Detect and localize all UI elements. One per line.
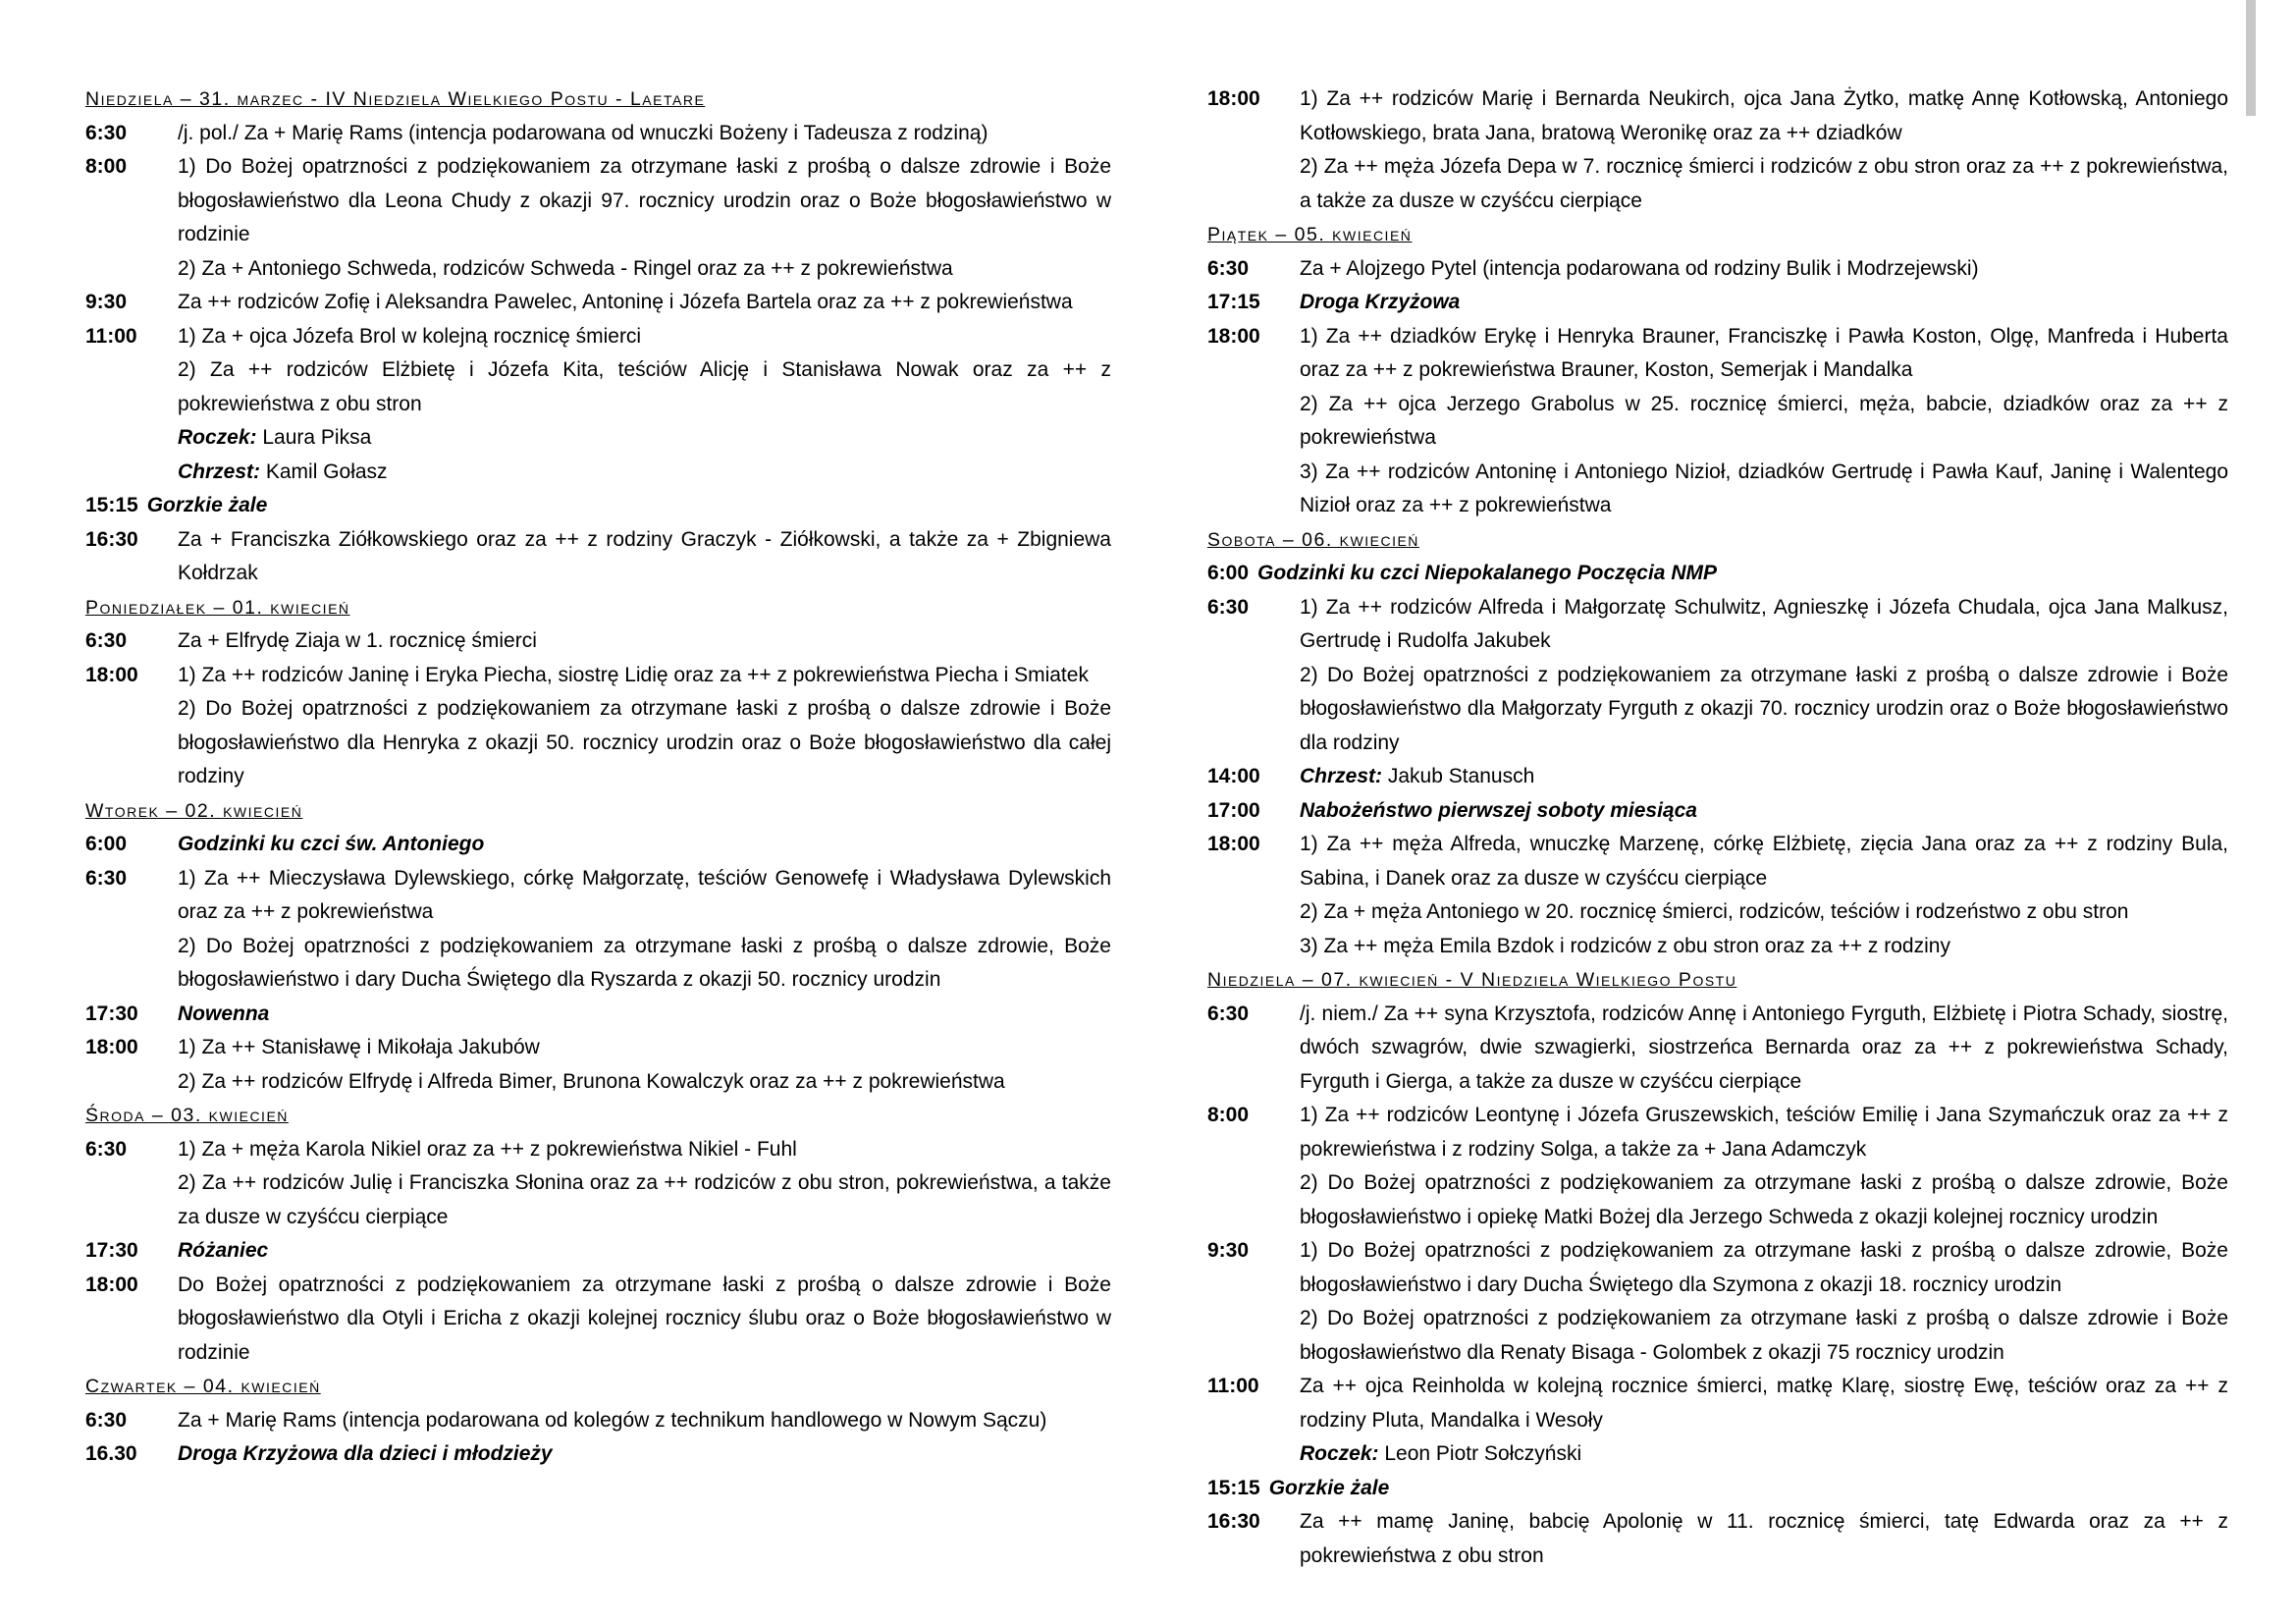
- intention-list: [1300, 591, 2228, 761]
- intention-list: [178, 624, 1111, 659]
- intention-text: Leon Piotr Sołczyński: [1378, 1442, 1582, 1465]
- intention-list: [1300, 828, 2228, 963]
- intention-text: 1) Za ++ Mieczysława Dylewskiego, córkę Małgorzatę, teściów Genowefę i Władysława Dylewskich oraz za ++ z pokrewieństwa: [178, 866, 1111, 923]
- intention-text: 2) Za ++ rodziców Julię i Franciszka Słonina oraz za ++ rodziców z obu stron, pokrewieństwa, a także za dusze w czyśćcu cierpiące: [178, 1171, 1111, 1228]
- intention-list: [178, 150, 1111, 286]
- mass-entry: [1207, 1234, 2228, 1370]
- intention-text: Za + Elfrydę Ziaja w 1. rocznicę śmierci: [178, 629, 537, 652]
- scrollbar-thumb[interactable]: [2246, 0, 2256, 116]
- intention-list: [178, 1437, 1111, 1472]
- intention-list: [1269, 1472, 2228, 1506]
- intention-text: 1) Za ++ rodziców Leontynę i Józefa Gruszewskich, teściów Emilię i Jana Szymańczuk oraz za ++ z pokrewieństwa i z rodziny Solga, a także za + Jana Adamczyk: [1300, 1104, 2228, 1161]
- intention-line: [178, 1031, 1111, 1065]
- intention-list: [178, 1133, 1111, 1235]
- mass-entry: [85, 1133, 1111, 1235]
- mass-time: 18:00: [1207, 87, 1260, 110]
- intention-line: [1300, 1370, 2228, 1437]
- intention-list: [1300, 252, 2228, 287]
- mass-entry: [85, 489, 1111, 523]
- mass-entry: [1207, 794, 2228, 829]
- intention-text: Za ++ ojca Reinholda w kolejną rocznice śmierci, matkę Klarę, siostrę Ewę, teściów oraz za ++ z rodziny Pluta, Mandalka i Wesoły: [1300, 1375, 2228, 1432]
- intention-text: 3) Za ++ rodziców Antoninę i Antoniego Nizioł, dziadków Gertrudę i Pawła Kauf, Janinę i Walentego Nizioł oraz za ++ z pokrewieństwa: [1300, 460, 2228, 516]
- intention-line: [178, 1133, 1111, 1167]
- intention-list: [1300, 320, 2228, 523]
- intention-text: 2) Za + męża Antoniego w 20. rocznicę śmierci, rodziców, teściów i rodzeństwo z obu stron: [1300, 900, 2129, 923]
- mass-time: 6:30: [85, 866, 128, 890]
- intention-text: 2) Za + Antoniego Schweda, rodziców Schweda - Ringel oraz za ++ z pokrewieństwa: [178, 256, 953, 280]
- intention-list: [178, 286, 1111, 320]
- intention-line: [178, 150, 1111, 252]
- mass-entry: [1207, 82, 2228, 218]
- intention-list: [1300, 1099, 2228, 1234]
- mass-entry: [1207, 1370, 2228, 1472]
- intention-line: [178, 1234, 1111, 1269]
- mass-entry: [85, 286, 1111, 320]
- mass-entry: [85, 1437, 1111, 1472]
- intention-text: 1) Za + ojca Józefa Brol w kolejną rocznicę śmierci: [178, 324, 642, 348]
- mass-entry: [85, 150, 1111, 286]
- service-label: Roczek:: [1300, 1442, 1379, 1465]
- intention-list: [178, 998, 1111, 1032]
- intention-text: Za ++ mamę Janinę, babcię Apolonię w 11. rocznicę śmierci, tatę Edwarda oraz za ++ z pokrewieństwa z obu stron: [1300, 1510, 2228, 1567]
- intention-text: 1) Za ++ rodziców Marię i Bernarda Neukirch, ojca Jana Żytko, matkę Annę Kotłowską, Antoniego Kotłowskiego, brata Jana, bratową Weronikę oraz za ++ dziadków: [1300, 87, 2228, 144]
- intention-text: Za + Franciszka Ziółkowskiego oraz za ++ z rodziny Graczyk - Ziółkowski, a także za + Zbigniewa Kołdrzak: [178, 527, 1111, 584]
- intention-line: [1300, 1166, 2228, 1234]
- mass-time: 17:15: [1207, 291, 1260, 313]
- intention-list: [1300, 1370, 2228, 1472]
- intention-line: [147, 489, 1111, 523]
- intention-line: [1300, 895, 2228, 930]
- intention-line: [1300, 1099, 2228, 1166]
- intention-line: [1300, 998, 2228, 1100]
- day-header: Wtorek – 02. kwiecień: [85, 799, 303, 822]
- intention-list: [1300, 1234, 2228, 1370]
- intention-text: 1) Za + męża Karola Nikiel oraz za ++ z pokrewieństwa Nikiel - Fuhl: [178, 1137, 797, 1161]
- intention-text: 2) Za ++ rodziców Elżbietę i Józefa Kita, teściów Alicję i Stanisława Nowak oraz za ++ z pokrewieństwa z obu stron: [178, 358, 1111, 415]
- intention-list: [178, 1269, 1111, 1371]
- intention-list: [1257, 557, 2228, 591]
- intention-line: [178, 1065, 1111, 1100]
- mass-entry: [1207, 320, 2228, 523]
- intention-list: [1300, 998, 2228, 1100]
- mass-time: 17:30: [85, 1001, 138, 1025]
- mass-time: 18:00: [1207, 324, 1260, 348]
- intention-text: 2) Do Bożej opatrzności z podziękowaniem za otrzymane łaski z prośbą o dalsze zdrowie, Boże błogosławieństwo i opiekę Matki Bożej dla Jerzego Schweda z okazji kolejnej rocznicy urodzin: [1300, 1171, 2228, 1228]
- intention-text: Za ++ rodziców Zofię i Aleksandra Pawelec, Antoninę i Józefa Bartela oraz za ++ z pokrewieństwa: [178, 291, 1073, 313]
- mass-entry: [1207, 1099, 2228, 1234]
- intention-text: 2) Do Bożej opatrzności z podziękowaniem za otrzymane łaski z prośbą o dalsze zdrowie, Boże błogosławieństwo i dary Ducha Świętego dla Ryszarda z okazji 50. rocznicy urodzin: [178, 934, 1111, 991]
- mass-time: 6:30: [1207, 595, 1250, 619]
- day-header: Niedziela – 31. marzec - IV Niedziela Wielkiego Postu - Laetare: [85, 88, 706, 110]
- service-label: Droga Krzyżowa: [1300, 291, 1461, 313]
- intention-line: [178, 624, 1111, 659]
- intention-line: [1300, 828, 2228, 895]
- intention-line: [178, 862, 1111, 930]
- mass-entry: [85, 1031, 1111, 1099]
- mass-time: 18:00: [1207, 833, 1260, 855]
- mass-entry: [85, 828, 1111, 862]
- intention-line: [178, 998, 1111, 1032]
- intention-text: 3) Za ++ męża Emila Bzdok i rodziców z obu stron oraz za ++ z rodziny: [1300, 934, 1950, 957]
- mass-time: 9:30: [85, 291, 128, 313]
- intention-text: Jakub Stanusch: [1382, 765, 1535, 787]
- mass-time: 14:00: [1207, 765, 1260, 787]
- mass-entry: [85, 117, 1111, 151]
- intention-list: [1300, 82, 2228, 218]
- intention-line: [1300, 1302, 2228, 1370]
- intention-line: [1300, 456, 2228, 523]
- intention-text: 1) Za ++ rodziców Janinę i Eryka Piecha, siostrę Lidię oraz za ++ z pokrewieństwa Piecha i Smiatek: [178, 663, 1089, 686]
- day-header: Sobota – 06. kwiecień: [1207, 528, 1419, 551]
- service-label: Różaniec: [178, 1239, 269, 1262]
- intention-list: [178, 320, 1111, 490]
- intention-text: 2) Za ++ ojca Jerzego Grabolus w 25. rocznicę śmierci, męża, babcie, dziadków oraz za ++ z pokrewieństwa: [1300, 392, 2228, 449]
- intention-line: [1300, 82, 2228, 150]
- mass-entry: [85, 1234, 1111, 1269]
- intention-text: 2) Do Bożej opatrzności z podziękowaniem za otrzymane łaski z prośbą o dalsze zdrowie i Boże błogosławieństwo dla Renaty Bisaga - Golombek z okazji 75 rocznicy urodzin: [1300, 1307, 2228, 1364]
- intention-list: [178, 1234, 1111, 1269]
- service-label: Nabożeństwo pierwszej soboty miesiąca: [1300, 798, 1697, 822]
- right-column: [1207, 82, 2228, 1573]
- intention-text: /j. pol./ Za + Marię Rams (intencja podarowana od wnuczki Bożeny i Tadeusza z rodziną): [178, 121, 988, 144]
- intention-list: [1300, 1505, 2228, 1573]
- mass-entry: [1207, 1505, 2228, 1573]
- service-label: Chrzest:: [178, 460, 261, 483]
- mass-time: 16:30: [85, 527, 138, 551]
- mass-time: 17:30: [85, 1239, 138, 1262]
- intention-line: [1300, 794, 2228, 829]
- intention-list: [1300, 286, 2228, 320]
- intention-text: 2) Za ++ męża Józefa Depa w 7. rocznicę śmierci i rodziców z obu stron oraz za ++ z pokrewieństwa, a także za dusze w czyśćcu cierpiące: [1300, 155, 2228, 212]
- intention-line: [178, 828, 1111, 862]
- intention-line: [1300, 150, 2228, 218]
- intention-text: 1) Za ++ Stanisławę i Mikołaja Jakubów: [178, 1036, 540, 1058]
- intention-list: [147, 489, 1111, 523]
- intention-text: Za + Marię Rams (intencja podarowana od kolegów z technikum handlowego w Nowym Sączu): [178, 1408, 1047, 1432]
- intention-text: 1) Do Bożej opatrzności z podziękowaniem za otrzymane łaski z prośbą o dalsze zdrowie, Boże błogosławieństwo i dary Ducha Świętego dla Szymona z okazji 18. rocznicy urodzin: [1300, 1239, 2228, 1296]
- intention-line: [1300, 252, 2228, 287]
- mass-time: 6:00: [85, 833, 128, 855]
- intention-text: 2) Za ++ rodziców Elfrydę i Alfreda Bimer, Brunona Kowalczyk oraz za ++ z pokrewieństwa: [178, 1069, 1005, 1093]
- mass-entry: [85, 1269, 1111, 1371]
- mass-time: 18:00: [85, 663, 138, 686]
- intention-list: [178, 862, 1111, 998]
- mass-time: 6:30: [1207, 1001, 1250, 1025]
- intention-line: [1300, 1505, 2228, 1573]
- day-header: Piątek – 05. kwiecień: [1207, 224, 1413, 245]
- intention-line: [178, 252, 1111, 287]
- mass-entry: [1207, 760, 2228, 794]
- intention-line: [178, 523, 1111, 591]
- intention-line: [1300, 286, 2228, 320]
- mass-time: 8:00: [1207, 1104, 1250, 1126]
- intention-line: [178, 456, 1111, 490]
- mass-entry: [85, 1404, 1111, 1438]
- intention-text: Laura Piksa: [256, 426, 372, 449]
- service-label: Godzinki ku czci Niepokalanego Poczęcia NMP: [1257, 562, 1717, 584]
- intention-line: [1300, 930, 2228, 964]
- intention-list: [178, 828, 1111, 862]
- mass-entry: [1207, 828, 2228, 963]
- intention-line: [178, 692, 1111, 794]
- mass-entry: [1207, 591, 2228, 761]
- day-header: Niedziela – 07. kwiecień - V Niedziela Wielkiego Postu: [1207, 969, 1737, 991]
- intention-text: 1) Za ++ męża Alfreda, wnuczkę Marzenę, córkę Elżbietę, zięcia Jana oraz za ++ z rodziny Bula, Sabina, i Danek oraz za dusze w czyśćcu cierpiące: [1300, 833, 2228, 890]
- intention-text: Kamil Gołasz: [260, 460, 388, 483]
- mass-time: 6:30: [85, 629, 128, 652]
- service-label: Godzinki ku czci św. Antoniego: [178, 833, 485, 855]
- intention-line: [178, 1269, 1111, 1371]
- intention-text: Za + Alojzego Pytel (intencja podarowana od rodziny Bulik i Modrzejewski): [1300, 256, 1979, 280]
- intention-line: [1300, 1437, 2228, 1472]
- intention-line: [178, 1404, 1111, 1438]
- mass-time: 6:30: [85, 1137, 128, 1161]
- service-label: Gorzkie żale: [146, 494, 268, 516]
- intention-line: [178, 320, 1111, 354]
- service-label: Gorzkie żale: [1268, 1476, 1390, 1499]
- mass-time: 6:30: [85, 1408, 128, 1432]
- mass-time: 16.30: [85, 1442, 137, 1465]
- intention-list: [1300, 794, 2228, 829]
- intention-line: [1269, 1472, 2228, 1506]
- mass-time: 11:00: [85, 324, 137, 348]
- intention-line: [178, 659, 1111, 693]
- intention-line: [178, 930, 1111, 998]
- mass-time: 6:30: [85, 121, 128, 144]
- mass-entry: [85, 624, 1111, 659]
- intention-line: [178, 1166, 1111, 1234]
- mass-entry: [1207, 557, 2228, 591]
- intention-line: [1300, 320, 2228, 388]
- intention-line: [178, 421, 1111, 456]
- intention-line: [1300, 591, 2228, 659]
- intention-line: [178, 1437, 1111, 1472]
- left-column: [85, 82, 1111, 1472]
- mass-time: 6:30: [1207, 256, 1250, 280]
- intention-list: [178, 1031, 1111, 1099]
- mass-time: 16:30: [1207, 1510, 1260, 1533]
- intention-line: [178, 117, 1111, 151]
- day-header: Poniedziałek – 01. kwiecień: [85, 596, 350, 619]
- mass-entry: [1207, 252, 2228, 287]
- mass-time: 18:00: [85, 1272, 138, 1296]
- mass-time: 15:15: [85, 494, 138, 516]
- intention-text: 1) Do Bożej opatrzności z podziękowaniem za otrzymane łaski z prośbą o dalsze zdrowie i Boże błogosławieństwo dla Leona Chudy z okazji 97. rocznicy urodzin oraz o Boże błogosławieństwo w rodzinie: [178, 155, 1111, 245]
- intention-line: [1257, 557, 2228, 591]
- intention-line: [178, 353, 1111, 421]
- mass-entry: [85, 998, 1111, 1032]
- service-label: Chrzest:: [1300, 765, 1383, 787]
- intention-line: [1300, 760, 2228, 794]
- intention-text: 2) Do Bożej opatrzności z podziękowaniem za otrzymane łaski z prośbą o dalsze zdrowie i Boże błogosławieństwo dla Małgorzaty Fyrguth z okazji 70. rocznicy urodzin oraz o Boże błogosławieństwo dla rodziny: [1300, 663, 2228, 754]
- mass-entry: [85, 862, 1111, 998]
- service-label: Roczek:: [178, 426, 257, 449]
- intention-line: [1300, 388, 2228, 456]
- intention-text: /j. niem./ Za ++ syna Krzysztofa, rodziców Annę i Antoniego Fyrguth, Elżbietę i Piotra Schady, siostrę, dwóch szwagrów, dwie szwagierki, siostrzeńca Bernarda oraz za ++ z pokrewieństwa Schady, Fyrguth i Gierga, a także za dusze w czyśćcu cierpiące: [1300, 1001, 2228, 1093]
- mass-entry: [1207, 286, 2228, 320]
- mass-time: 15:15: [1207, 1476, 1260, 1499]
- mass-entry: [85, 659, 1111, 794]
- intention-text: 1) Za ++ dziadków Erykę i Henryka Brauner, Franciszkę i Pawła Koston, Olgę, Manfreda i Huberta oraz za ++ z pokrewieństwa Brauner, Koston, Semerjak i Mandalka: [1300, 324, 2228, 381]
- mass-time: 6:00: [1207, 562, 1250, 584]
- intention-list: [1300, 760, 2228, 794]
- day-header: Środa – 03. kwiecień: [85, 1105, 289, 1126]
- mass-time: 17:00: [1207, 798, 1260, 822]
- intention-list: [178, 1404, 1111, 1438]
- service-label: Droga Krzyżowa dla dzieci i młodzieży: [178, 1442, 553, 1465]
- intention-list: [178, 659, 1111, 794]
- day-header: Czwartek – 04. kwiecień: [85, 1376, 321, 1397]
- intention-line: [178, 286, 1111, 320]
- intention-list: [178, 117, 1111, 151]
- intention-line: [1300, 1234, 2228, 1302]
- mass-entry: [1207, 1472, 2228, 1506]
- mass-time: 8:00: [85, 155, 128, 178]
- intention-line: [1300, 659, 2228, 761]
- mass-time: 9:30: [1207, 1239, 1250, 1262]
- mass-entry: [85, 320, 1111, 490]
- intention-text: 1) Za ++ rodziców Alfreda i Małgorzatę Schulwitz, Agnieszkę i Józefa Chudala, ojca Jana Malkusz, Gertrudę i Rudolfa Jakubek: [1300, 595, 2228, 652]
- mass-time: 18:00: [85, 1036, 138, 1058]
- mass-entry: [1207, 998, 2228, 1100]
- mass-time: 11:00: [1207, 1375, 1259, 1397]
- intention-text: 2) Do Bożej opatrzności z podziękowaniem za otrzymane łaski z prośbą o dalsze zdrowie i Boże błogosławieństwo dla Henryka z okazji 50. rocznicy urodzin oraz o Boże błogosławieństwo dla całej rodziny: [178, 697, 1111, 787]
- intention-text: Do Bożej opatrzności z podziękowaniem za otrzymane łaski z prośbą o dalsze zdrowie i Boże błogosławieństwo dla Otyli i Ericha z okazji kolejnej rocznicy ślubu oraz o Boże błogosławieństwo w rodzinie: [178, 1272, 1111, 1364]
- service-label: Nowenna: [178, 1001, 270, 1025]
- mass-entry: [85, 523, 1111, 591]
- intention-list: [178, 523, 1111, 591]
